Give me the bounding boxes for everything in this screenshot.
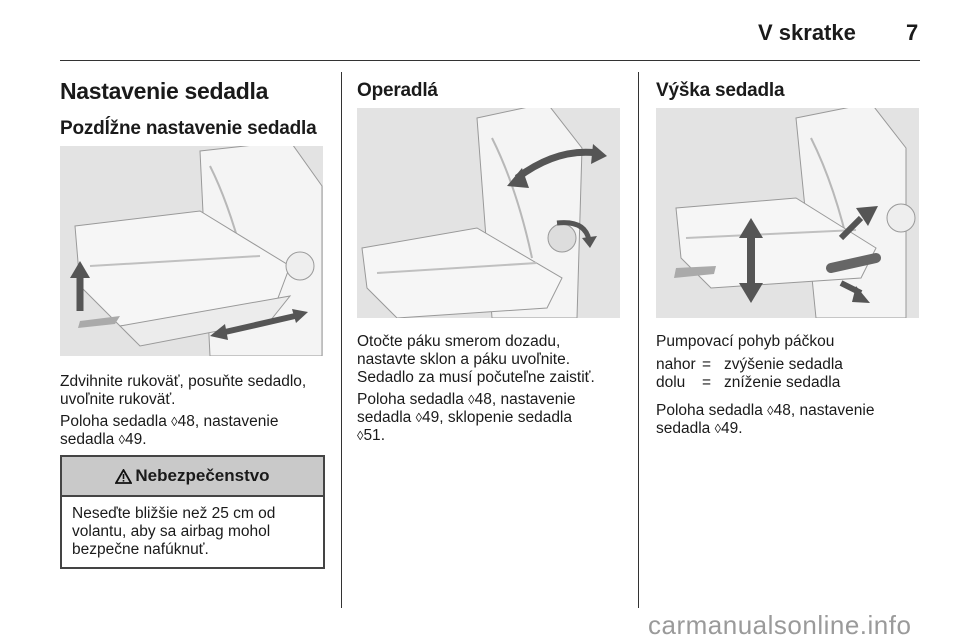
seat-height-illustration [656, 108, 919, 318]
warning-text: Neseďte bližšie než 25 cm od volantu, aby sa airbag mohol bezpečne nafúknuť. [72, 505, 276, 558]
reference-arrow-icon: ◊ [415, 410, 423, 425]
reference-arrow-icon: ◊ [714, 421, 722, 436]
warning-triangle-icon [115, 469, 132, 484]
page-link[interactable]: 49 [721, 420, 739, 437]
section-subtitle: Pozdĺžne nastavenie sedadla [60, 118, 317, 139]
warning-title: Nebezpečenstvo [135, 466, 270, 485]
cross-reference-text: Poloha sedadla ◊48, nastavenie sedadla ◊49. [656, 402, 875, 437]
header-rule [60, 60, 920, 61]
column-divider-1 [341, 72, 342, 608]
reference-arrow-icon: ◊ [767, 403, 774, 418]
seat-longitudinal-illustration [60, 146, 323, 356]
reference-arrow-icon: ◊ [468, 392, 475, 407]
page-link[interactable]: 48 [474, 391, 492, 408]
reference-arrow-icon: ◊ [118, 432, 126, 447]
instruction-line: Otočte páku smerom dozadu, [357, 333, 561, 350]
instruction-text [60, 373, 335, 409]
instruction-line: Zdvihnite rukoväť, posuňte sedadlo, [60, 373, 307, 390]
warning-header [62, 457, 323, 497]
instruction-line: Sedadlo za musí počuteľne zaistiť. [357, 369, 595, 386]
page-link[interactable]: 48 [177, 413, 195, 430]
page-link[interactable]: 48 [773, 402, 791, 419]
running-header-title: V skratke [758, 20, 856, 45]
section-title: Výška sedadla [656, 80, 785, 101]
definition-row: nahor = zvýšenie sedadla [656, 356, 843, 373]
reference-arrow-icon: ◊ [171, 414, 178, 429]
page-link[interactable]: 49 [125, 431, 143, 448]
definition-row: dolu = zníženie sedadla [656, 374, 841, 391]
warning-box [60, 455, 325, 569]
section-title: Nastavenie sedadla [60, 78, 269, 104]
cross-reference-text: Poloha sedadla ◊48, nastavenie sedadla ◊49, sklopenie sedadla ◊51. [357, 391, 576, 444]
reference-arrow-icon: ◊ [357, 428, 364, 443]
page-link[interactable]: 49 [422, 409, 440, 426]
section-title: Operadlá [357, 80, 438, 101]
backrest-illustration [357, 108, 620, 318]
instruction-line: nastavte sklon a páku uvoľnite. [357, 351, 571, 368]
page-number: 7 [906, 20, 919, 45]
instruction-line: uvoľnite rukoväť. [60, 391, 176, 408]
intro-text: Pumpovací pohyb páčkou [656, 333, 835, 350]
instruction-text [357, 333, 632, 387]
cross-reference-text: Poloha sedadla ◊48, nastavenie sedadla ◊49. [60, 413, 279, 448]
column-divider-2 [638, 72, 639, 608]
page-link[interactable]: 51 [363, 427, 381, 444]
watermark: carmanualsonline.info [648, 610, 912, 640]
definition-list [656, 356, 843, 392]
